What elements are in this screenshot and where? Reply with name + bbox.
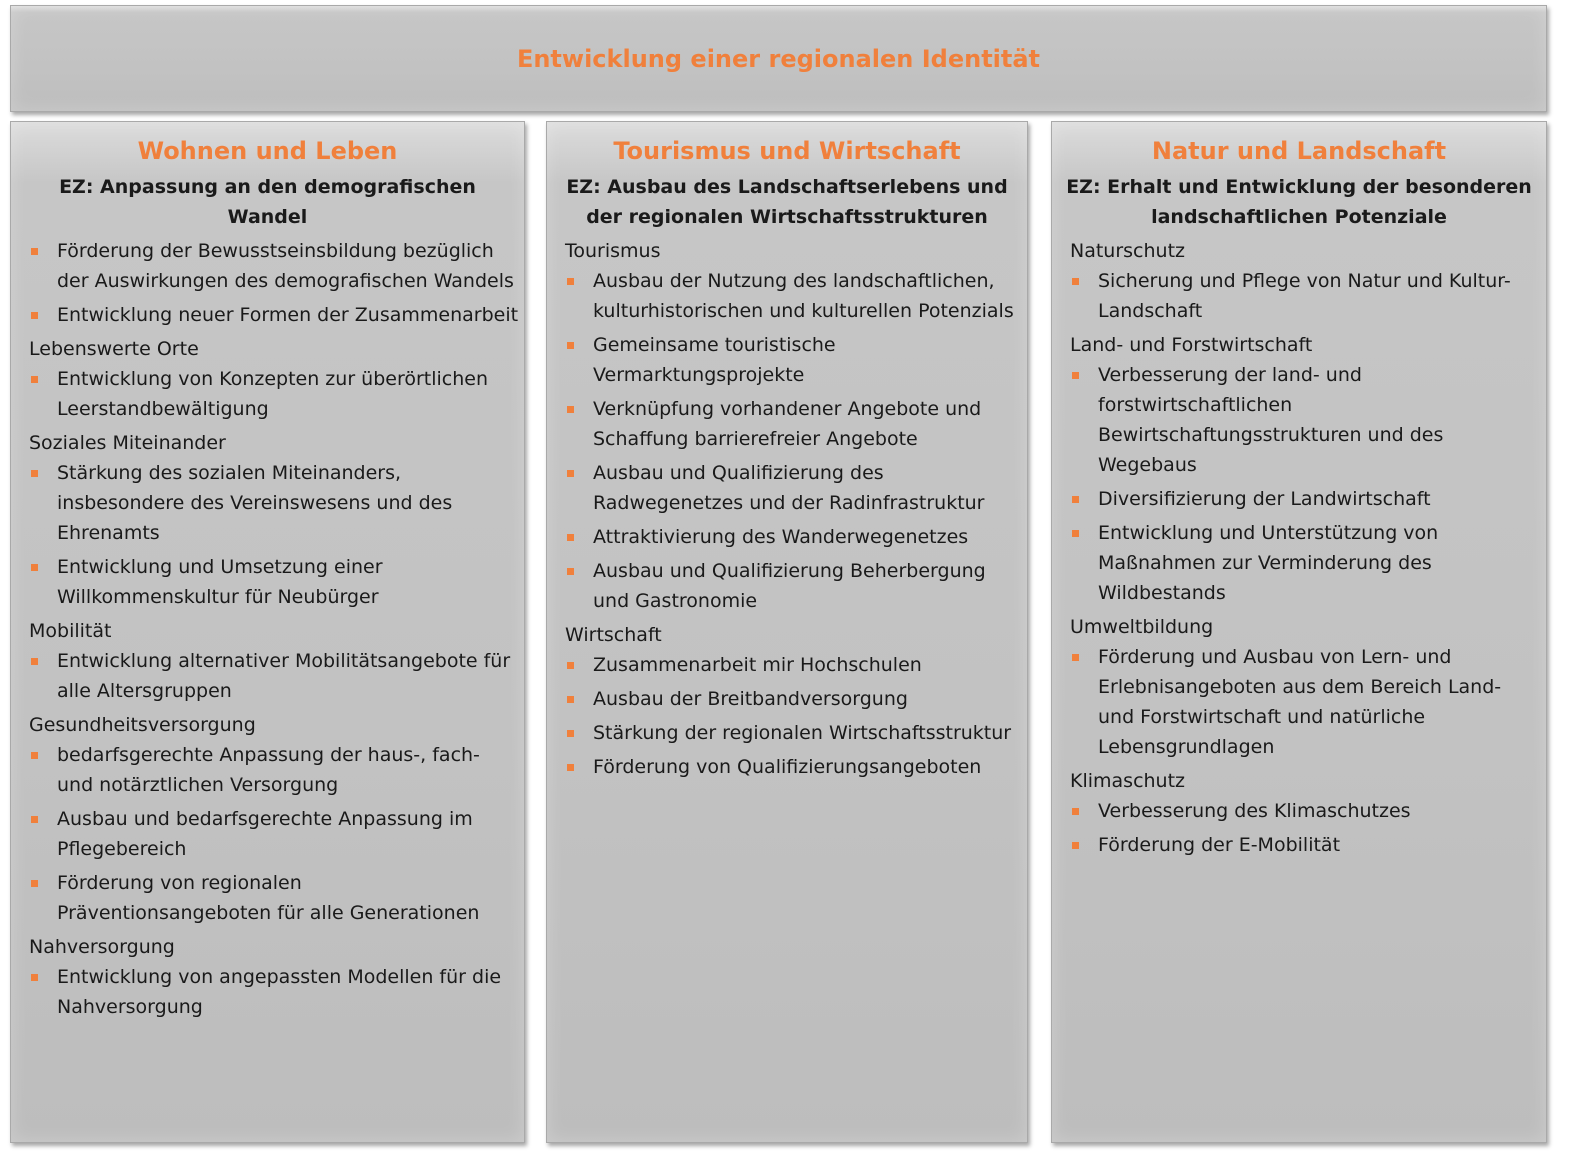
list-item-text: Ausbau und Qualifizierung des Radwegenetzes und der Radinfrastruktur — [593, 462, 985, 514]
list-item — [11, 962, 524, 1022]
list-item-text: Gemeinsame touristische Vermarktungsprojekte — [593, 334, 836, 386]
section-heading: Naturschutz — [1070, 240, 1186, 262]
list-item-text: Ausbau der Nutzung des landschaftlichen, kulturhistorischen und kulturellen Potenzials — [593, 270, 1014, 322]
square-bullet-icon — [567, 696, 574, 703]
list-item-text: Diversifizierung der Landwirtschaft — [1098, 488, 1431, 510]
list-item — [1052, 266, 1546, 326]
section-heading: Lebenswerte Orte — [29, 338, 199, 360]
list-item — [11, 552, 524, 612]
section-list — [1052, 360, 1546, 608]
list-item-text: Förderung von Qualifizierungsangeboten — [593, 756, 982, 778]
list-item — [547, 556, 1027, 616]
square-bullet-icon — [567, 470, 574, 477]
section-list — [1052, 796, 1546, 860]
section-list — [11, 740, 524, 928]
list-item — [547, 718, 1027, 748]
column-natur-und-landschaft — [1051, 121, 1547, 1143]
column-title: Tourismus und Wirtschaft — [613, 137, 961, 165]
section-list — [11, 236, 524, 330]
section-list — [11, 646, 524, 706]
section-heading: Gesundheitsversorgung — [29, 714, 256, 736]
square-bullet-icon — [567, 342, 574, 349]
column-tourismus-und-wirtschaft — [546, 121, 1028, 1143]
list-item — [11, 804, 524, 864]
list-item-text: Zusammenarbeit mir Hochschulen — [593, 654, 922, 676]
list-item — [11, 364, 524, 424]
section-heading: Tourismus — [565, 240, 661, 262]
list-item-text: Entwicklung von Konzepten zur überörtlichen Leerstandbewältigung — [57, 368, 489, 420]
list-item-text: Verbesserung des Klimaschutzes — [1098, 800, 1411, 822]
square-bullet-icon — [567, 406, 574, 413]
list-item-text: Verbesserung der land- und forstwirtschaftlichen Bewirtschaftungsstrukturen und des Wegebaus — [1098, 364, 1444, 476]
column-goal: EZ: Anpassung an den demografischen Wandel — [59, 176, 476, 228]
section-heading: Wirtschaft — [565, 624, 662, 646]
section-list — [11, 364, 524, 424]
square-bullet-icon — [31, 312, 38, 319]
list-item — [547, 458, 1027, 518]
list-item — [11, 458, 524, 548]
list-item — [1052, 518, 1546, 608]
list-item — [1052, 642, 1546, 762]
list-item-text: Entwicklung und Unterstützung von Maßnahmen zur Verminderung des Wildbestands — [1098, 522, 1439, 604]
square-bullet-icon — [31, 248, 38, 255]
list-item-text: Förderung der E-Mobilität — [1098, 834, 1341, 856]
square-bullet-icon — [31, 658, 38, 665]
square-bullet-icon — [31, 752, 38, 759]
list-item-text: Förderung und Ausbau von Lern- und Erlebnisangeboten aus dem Bereich Land- und Forstwirtschaft und natürliche Lebensgrundlagen — [1098, 646, 1502, 758]
list-item — [547, 752, 1027, 782]
list-item — [547, 684, 1027, 714]
square-bullet-icon — [567, 662, 574, 669]
square-bullet-icon — [1072, 808, 1079, 815]
list-item — [11, 740, 524, 800]
square-bullet-icon — [1072, 654, 1079, 661]
list-item — [1052, 830, 1546, 860]
list-item-text: Stärkung der regionalen Wirtschaftsstruktur — [593, 722, 1012, 744]
list-item — [1052, 484, 1546, 514]
square-bullet-icon — [567, 730, 574, 737]
column-goal: EZ: Ausbau des Landschaftserlebens und der regionalen Wirtschaftsstrukturen — [566, 176, 1008, 228]
square-bullet-icon — [1072, 842, 1079, 849]
list-item — [11, 868, 524, 928]
list-item — [11, 236, 524, 296]
square-bullet-icon — [567, 568, 574, 575]
list-item-text: Attraktivierung des Wanderwegenetzes — [593, 526, 969, 548]
list-item-text: Entwicklung neuer Formen der Zusammenarbeit — [57, 304, 519, 326]
section-heading: Land- und Forstwirtschaft — [1070, 334, 1313, 356]
square-bullet-icon — [1072, 530, 1079, 537]
square-bullet-icon — [567, 278, 574, 285]
list-item-text: Ausbau der Breitbandversorgung — [593, 688, 908, 710]
list-item — [547, 330, 1027, 390]
list-item-text: bedarfsgerechte Anpassung der haus-, fach- und notärztlichen Versorgung — [57, 744, 480, 796]
list-item — [547, 650, 1027, 680]
section-list — [11, 962, 524, 1022]
list-item — [1052, 796, 1546, 826]
list-item-text: Entwicklung und Umsetzung einer Willkommenskultur für Neubürger — [57, 556, 383, 608]
section-list — [11, 458, 524, 612]
list-item — [1052, 360, 1546, 480]
square-bullet-icon — [1072, 278, 1079, 285]
list-item — [11, 646, 524, 706]
section-heading: Umweltbildung — [1070, 616, 1214, 638]
square-bullet-icon — [31, 376, 38, 383]
square-bullet-icon — [1072, 372, 1079, 379]
section-heading: Klimaschutz — [1070, 770, 1186, 792]
square-bullet-icon — [1072, 496, 1079, 503]
header-box — [10, 5, 1547, 112]
list-item-text: Stärkung des sozialen Miteinanders, insbesondere des Vereinswesens und des Ehrenamts — [57, 462, 453, 544]
list-item — [11, 300, 524, 330]
square-bullet-icon — [31, 470, 38, 477]
section-list — [547, 266, 1027, 616]
square-bullet-icon — [567, 764, 574, 771]
column-title: Natur und Landschaft — [1151, 137, 1447, 165]
list-item-text: Verknüpfung vorhandener Angebote und Schaffung barrierefreier Angebote — [593, 398, 982, 450]
list-item — [547, 266, 1027, 326]
square-bullet-icon — [31, 564, 38, 571]
list-item-text: Förderung von regionalen Präventionsangeboten für alle Generationen — [57, 872, 480, 924]
list-item — [547, 394, 1027, 454]
section-heading: Nahversorgung — [29, 936, 175, 958]
column-wohnen-und-leben — [10, 121, 525, 1143]
square-bullet-icon — [31, 816, 38, 823]
list-item-text: Förderung der Bewusstseinsbildung bezüglich der Auswirkungen des demografischen Wandels — [57, 240, 514, 292]
section-list — [547, 650, 1027, 782]
list-item-text: Ausbau und bedarfsgerechte Anpassung im Pflegebereich — [57, 808, 473, 860]
header-title: Entwicklung einer regionalen Identität — [516, 44, 1041, 73]
section-heading: Soziales Miteinander — [29, 432, 226, 454]
list-item-text: Ausbau und Qualifizierung Beherbergung und Gastronomie — [593, 560, 986, 612]
column-title: Wohnen und Leben — [137, 137, 398, 165]
square-bullet-icon — [31, 880, 38, 887]
list-item-text: Entwicklung alternativer Mobilitätsangebote für alle Altersgruppen — [57, 650, 511, 702]
column-goal: EZ: Erhalt und Entwicklung der besonderen landschaftlichen Potenziale — [1066, 176, 1532, 228]
section-list — [1052, 642, 1546, 762]
section-list — [1052, 266, 1546, 326]
list-item-text: Sicherung und Pflege von Natur und Kultur-Landschaft — [1098, 270, 1511, 322]
list-item-text: Entwicklung von angepassten Modellen für die Nahversorgung — [57, 966, 502, 1018]
square-bullet-icon — [567, 534, 574, 541]
section-heading: Mobilität — [29, 620, 112, 642]
square-bullet-icon — [31, 974, 38, 981]
list-item — [547, 522, 1027, 552]
